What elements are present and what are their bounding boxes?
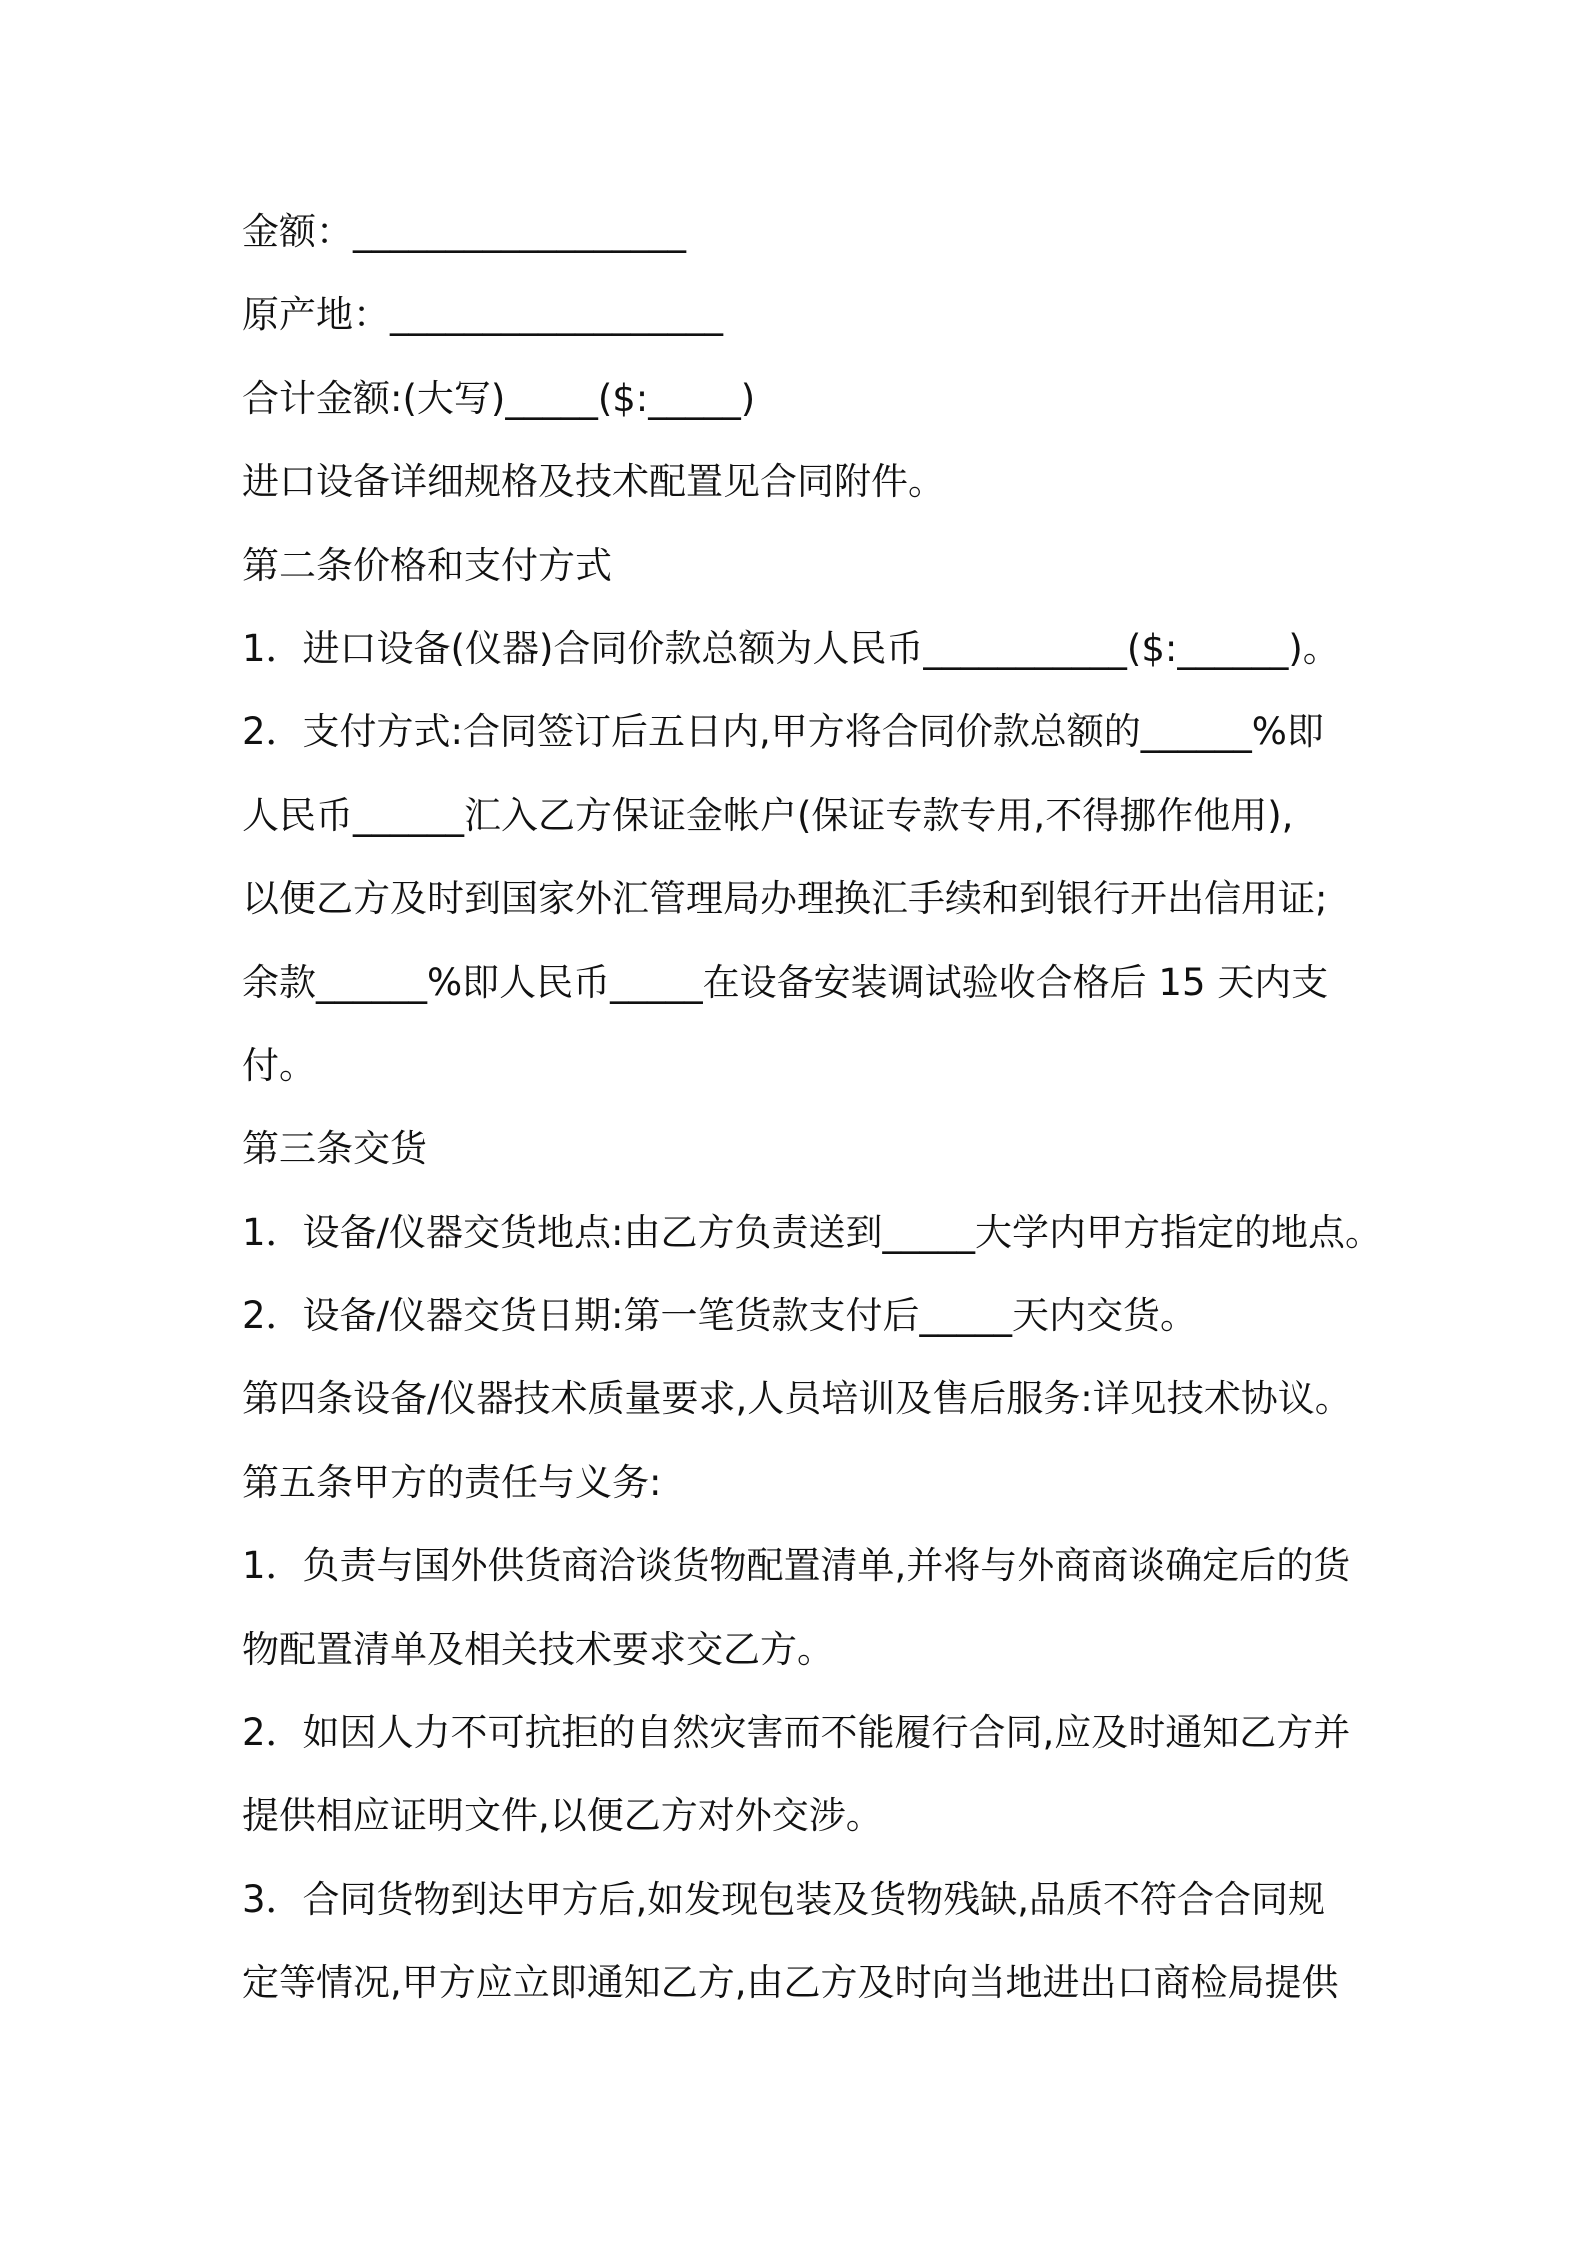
article-5-heading: 第五条甲方的责任与义务: — [242, 1460, 662, 1504]
article-2-item-2-cont: 付。 — [242, 1043, 316, 1087]
article-5-item-1-cont: 物配置清单及相关技术要求交乙方。 — [242, 1627, 834, 1671]
article-3-item-2: 2．设备/仪器交货日期:第一笔货款支付后_____天内交货。 — [242, 1294, 1197, 1338]
article-3-item-1: 1．设备/仪器交货地点:由乙方负责送到_____大学内甲方指定的地点。 — [242, 1210, 1382, 1254]
contract-text — [242, 190, 1382, 2025]
article-5-item-2-cont: 提供相应证明文件,以便乙方对外交涉。 — [242, 1794, 883, 1838]
total-amount-line: 合计金额:(大写)_____($:_____) — [242, 376, 756, 420]
article-3-heading: 第三条交货 — [242, 1127, 427, 1171]
spec-note-line: 进口设备详细规格及技术配置见合同附件。 — [242, 460, 945, 504]
origin-line: 原产地：__________________ — [242, 293, 723, 337]
article-5-item-3: 3．合同货物到达甲方后,如发现包装及货物残缺,品质不符合合同规 — [242, 1877, 1326, 1921]
article-4-heading: 第四条设备/仪器技术质量要求,人员培训及售后服务:详见技术协议。 — [242, 1377, 1352, 1421]
article-5-item-1: 1．负责与国外供货商洽谈货物配置清单,并将与外商商谈确定后的货 — [242, 1544, 1351, 1588]
article-2-heading: 第二条价格和支付方式 — [242, 543, 612, 587]
article-2-item-1: 1．进口设备(仪器)合同价款总额为人民币___________($:______)。 — [242, 626, 1340, 670]
article-2-item-2-cont: 以便乙方及时到国家外汇管理局办理换汇手续和到银行开出信用证; — [242, 877, 1328, 921]
amount-line: 金额：__________________ — [242, 210, 686, 253]
article-5-item-2: 2．如因人力不可抗拒的自然灾害而不能履行合同,应及时通知乙方并 — [242, 1711, 1351, 1755]
article-2-item-2-cont: 人民币______汇入乙方保证金帐户(保证专款专用,不得挪作他用), — [242, 793, 1294, 837]
article-2-item-2: 2．支付方式:合同签订后五日内,甲方将合同价款总额的______%即 — [242, 710, 1324, 754]
article-5-item-3-cont: 定等情况,甲方应立即通知乙方,由乙方及时向当地进出口商检局提供 — [242, 1961, 1339, 2005]
article-2-item-2-cont: 余款______%即人民币_____在设备安装调试验收合格后 15 天内支 — [242, 960, 1329, 1004]
